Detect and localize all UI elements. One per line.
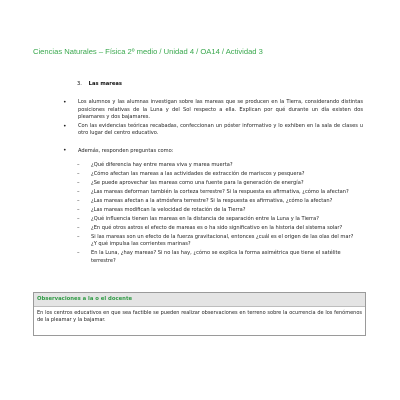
bullet-item bbox=[63, 123, 363, 138]
dash-icon: – bbox=[77, 206, 80, 213]
question-text: ¿Las mareas afectan a la atmósfera terrestre? Si la respuesta es afirmativa, ¿cómo la afectan? bbox=[91, 197, 333, 204]
questions-intro-text: Además, responden preguntas como: bbox=[78, 148, 174, 154]
question-text: Si las mareas son un efecto de la fuerza gravitacional, entonces ¿cuál es el origen de las olas del mar? ¿Y qué impulsa las corrientes marinas? bbox=[91, 233, 354, 248]
section-number: 3. bbox=[77, 81, 82, 87]
dash-icon: – bbox=[77, 215, 80, 222]
dash-icon: – bbox=[77, 233, 80, 240]
activity-bullets bbox=[63, 99, 363, 139]
question-item bbox=[77, 216, 355, 224]
question-text: ¿Qué influencia tienen las mareas en la distancia de separación entre la Luna y la Tierra? bbox=[91, 215, 319, 222]
bullet-icon: • bbox=[63, 147, 67, 154]
dash-icon: – bbox=[77, 250, 80, 257]
question-item bbox=[77, 171, 355, 179]
dash-icon: – bbox=[77, 162, 80, 168]
dash-icon: – bbox=[77, 197, 80, 204]
question-text: En la Luna, ¿hay mareas? Si no las hay, ¿cómo se explica la forma asimétrica que tiene el satélite terrestre? bbox=[91, 250, 341, 265]
question-text: ¿Se puede aprovechar las mareas como una fuente para la generación de energía? bbox=[91, 179, 304, 186]
dash-icon: – bbox=[77, 179, 80, 186]
questions-intro bbox=[63, 147, 173, 156]
question-item bbox=[77, 162, 355, 170]
question-item bbox=[77, 207, 355, 215]
bullet-icon: • bbox=[63, 99, 67, 106]
question-item bbox=[77, 225, 355, 233]
question-list bbox=[77, 162, 355, 267]
teacher-notes-heading: Observaciones a la o el docente bbox=[34, 293, 365, 307]
bullet-text: Con las evidencias teóricas recabadas, confeccionan un póster informativo y lo exhiben en la sala de clases u otro lugar del centro educativo. bbox=[78, 122, 363, 137]
teacher-notes-body: En los centros educativos en que sea factible se pueden realizar observaciones en terreno sobre la ocurrencia de los fenómenos de la pleamar y la bajamar. bbox=[37, 310, 362, 324]
question-item bbox=[77, 250, 355, 265]
question-item bbox=[77, 189, 355, 197]
question-text: ¿Qué diferencia hay entre marea viva y marea muerta? bbox=[91, 162, 233, 168]
breadcrumb: Ciencias Naturales – Física 2º medio / Unidad 4 / OA14 / Actividad 3 bbox=[33, 47, 263, 56]
question-text: ¿Cómo afectan las mareas a las actividades de extracción de mariscos y pesquera? bbox=[91, 170, 305, 177]
teacher-notes-box bbox=[33, 292, 366, 336]
section-title: Las mareas bbox=[88, 81, 122, 87]
bullet-item bbox=[63, 99, 363, 122]
question-item bbox=[77, 180, 355, 188]
question-text: ¿Las mareas modifican la velocidad de rotación de la Tierra? bbox=[91, 206, 246, 213]
bullet-icon: • bbox=[63, 122, 67, 130]
bullet-text: Los alumnos y las alumnas investigan sobre las mareas que se producen en la Tierra, considerando distintas posiciones relativas de la Luna y del Sol respecto a ella. Explican por qué durante un día existen dos pleamares y dos bajamares. bbox=[78, 99, 363, 121]
dash-icon: – bbox=[77, 224, 80, 231]
dash-icon: – bbox=[77, 188, 80, 195]
section-heading bbox=[77, 81, 122, 87]
dash-icon: – bbox=[77, 170, 80, 177]
question-item bbox=[77, 234, 355, 249]
question-text: ¿Las mareas deforman también la corteza terrestre? Si la respuesta es afirmativa, ¿cómo la afectan? bbox=[91, 188, 349, 195]
question-item bbox=[77, 198, 355, 206]
question-text: ¿En qué otros astros el efecto de mareas es o ha sido significativo en la historia del sistema solar? bbox=[91, 224, 343, 231]
